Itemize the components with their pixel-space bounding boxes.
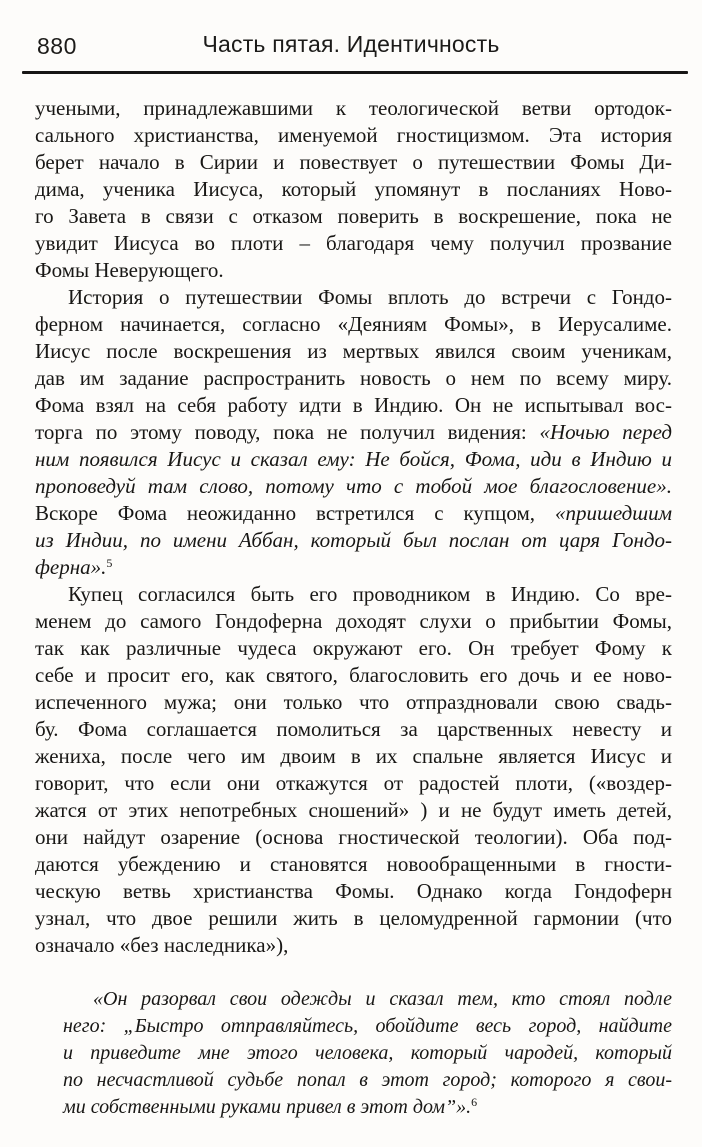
text-line xyxy=(63,986,672,1013)
text-line xyxy=(35,662,672,689)
text-line xyxy=(35,743,672,770)
text-line xyxy=(35,797,672,824)
text-segment: себе и просит его, как святого, благословить его дочь и ее ново- xyxy=(35,663,672,687)
text-segment: «Он разорвал свои одежды и сказал тем, кто стоял подле xyxy=(93,988,672,1010)
running-header: Часть пятая. Идентичность xyxy=(202,31,500,57)
text-line xyxy=(35,311,672,338)
text-segment: ми собственными руками привел в этот дом”». xyxy=(63,1096,472,1118)
text-segment: го Завета в связи с отказом поверить в воскрешение, пока не xyxy=(35,204,672,228)
text-line xyxy=(63,1094,672,1121)
text-line xyxy=(35,851,672,878)
text-line xyxy=(35,527,672,554)
text-segment: Фомы Неверующего. xyxy=(35,258,224,282)
text-segment: по несчастливой судьбе попал в этот город; которого я свои- xyxy=(63,1069,672,1091)
text-line xyxy=(35,689,672,716)
text-line xyxy=(35,230,672,257)
text-line xyxy=(35,392,672,419)
text-line xyxy=(35,581,672,608)
text-line xyxy=(35,473,672,500)
text-segment: учеными, принадлежавшими к теологической ветви ортодок- xyxy=(35,96,672,120)
text-segment: жатся от этих непотребных сношений» ) и не будут иметь детей, xyxy=(35,798,672,822)
block-quote xyxy=(63,986,672,1121)
text-segment: так как различные чудеса окружают его. Он требует Фому к xyxy=(35,636,672,660)
text-segment: менем до самого Гондоферна доходят слухи о прибытии Фомы, xyxy=(35,609,672,633)
paragraph xyxy=(35,95,672,284)
text-line xyxy=(35,176,672,203)
text-body xyxy=(35,95,672,1121)
text-segment: него: „Быстро отправляйтесь, обойдите весь город, найдите xyxy=(63,1015,672,1037)
text-segment: жениха, после чего им двоим в их спальне является Иисус и xyxy=(35,744,672,768)
text-line xyxy=(35,905,672,932)
text-segment: дима, ученика Иисуса, который упомянут в посланиях Ново- xyxy=(35,177,672,201)
text-line xyxy=(35,338,672,365)
text-segment: говорит, что если они откажутся от радостей плоти, («воздер- xyxy=(35,771,672,795)
paragraph xyxy=(35,284,672,581)
text-segment: Иисус после воскрешения из мертвых явился своим ученикам, xyxy=(35,339,672,363)
text-line xyxy=(35,365,672,392)
text-segment: «Ночью перед xyxy=(539,420,672,444)
text-line xyxy=(63,1040,672,1067)
text-segment: берет начало в Сирии и повествует о путешествии Фомы Ди- xyxy=(35,150,672,174)
text-line xyxy=(63,1013,672,1040)
text-segment: и приведите мне этого человека, который чародей, который xyxy=(63,1042,672,1064)
text-segment: ческую ветвь христианства Фомы. Однако когда Гондоферн xyxy=(35,879,672,903)
text-line xyxy=(35,203,672,230)
text-segment: даются убеждению и становятся новообращенными в гности- xyxy=(35,852,672,876)
text-segment: узнал, что двое решили жить в целомудренной гармонии (что xyxy=(35,906,672,930)
text-line xyxy=(35,716,672,743)
text-segment: проповедуй там слово, потому что с тобой мое благословение». xyxy=(35,474,672,498)
text-segment: Вскоре Фома неожиданно встретился с купцом, xyxy=(35,501,555,525)
text-segment: ним появился Иисус и сказал ему: Не бойся, Фома, иди в Индию и xyxy=(35,447,672,471)
text-segment: Купец согласился быть его проводником в Индию. Со вре- xyxy=(68,582,672,606)
text-segment: сального христианства, именуемой гностицизмом. Эта история xyxy=(35,123,672,147)
text-segment: бу. Фома соглашается помолиться за царственных невесту и xyxy=(35,717,672,741)
text-line xyxy=(35,419,672,446)
text-line xyxy=(35,284,672,311)
text-line xyxy=(35,932,672,959)
text-line xyxy=(63,1067,672,1094)
footnote-ref: 6 xyxy=(471,1095,478,1109)
text-segment: означало «без наследника»), xyxy=(35,933,289,957)
text-segment: торга по этому поводу, пока не получил видения: xyxy=(35,420,540,444)
text-line xyxy=(35,554,672,581)
text-segment: ферна». xyxy=(35,555,107,579)
paragraph xyxy=(35,581,672,959)
text-line xyxy=(35,446,672,473)
text-line xyxy=(35,635,672,662)
text-line xyxy=(35,770,672,797)
text-segment: дав им задание распространить новость о нем по всему миру. xyxy=(35,366,672,390)
text-segment: испеченного мужа; они только что отпраздновали свою свадь- xyxy=(35,690,672,714)
text-line xyxy=(35,824,672,851)
text-segment: ферном начинается, согласно «Деяниям Фомы», в Иерусалиме. xyxy=(35,312,672,336)
text-line xyxy=(35,257,672,284)
text-line xyxy=(35,878,672,905)
footnote-ref: 5 xyxy=(106,556,113,570)
page-number: 880 xyxy=(37,33,77,59)
text-line xyxy=(35,122,672,149)
text-segment: из Индии, по имени Аббан, который был послан от царя Гондо- xyxy=(35,528,672,552)
text-line xyxy=(35,95,672,122)
text-segment: История о путешествии Фомы вплоть до встречи с Гондо- xyxy=(68,285,672,309)
header-rule xyxy=(22,71,688,74)
text-line xyxy=(35,608,672,635)
text-line xyxy=(35,149,672,176)
text-segment: «пришедшим xyxy=(554,501,672,525)
text-segment: Фома взял на себя работу идти в Индию. Он не испытывал вос- xyxy=(35,393,672,417)
text-segment: увидит Иисуса во плоти – благодаря чему получил прозвание xyxy=(35,231,672,255)
text-line xyxy=(35,500,672,527)
text-segment: они найдут озарение (основа гностической теологии). Оба под- xyxy=(35,825,672,849)
